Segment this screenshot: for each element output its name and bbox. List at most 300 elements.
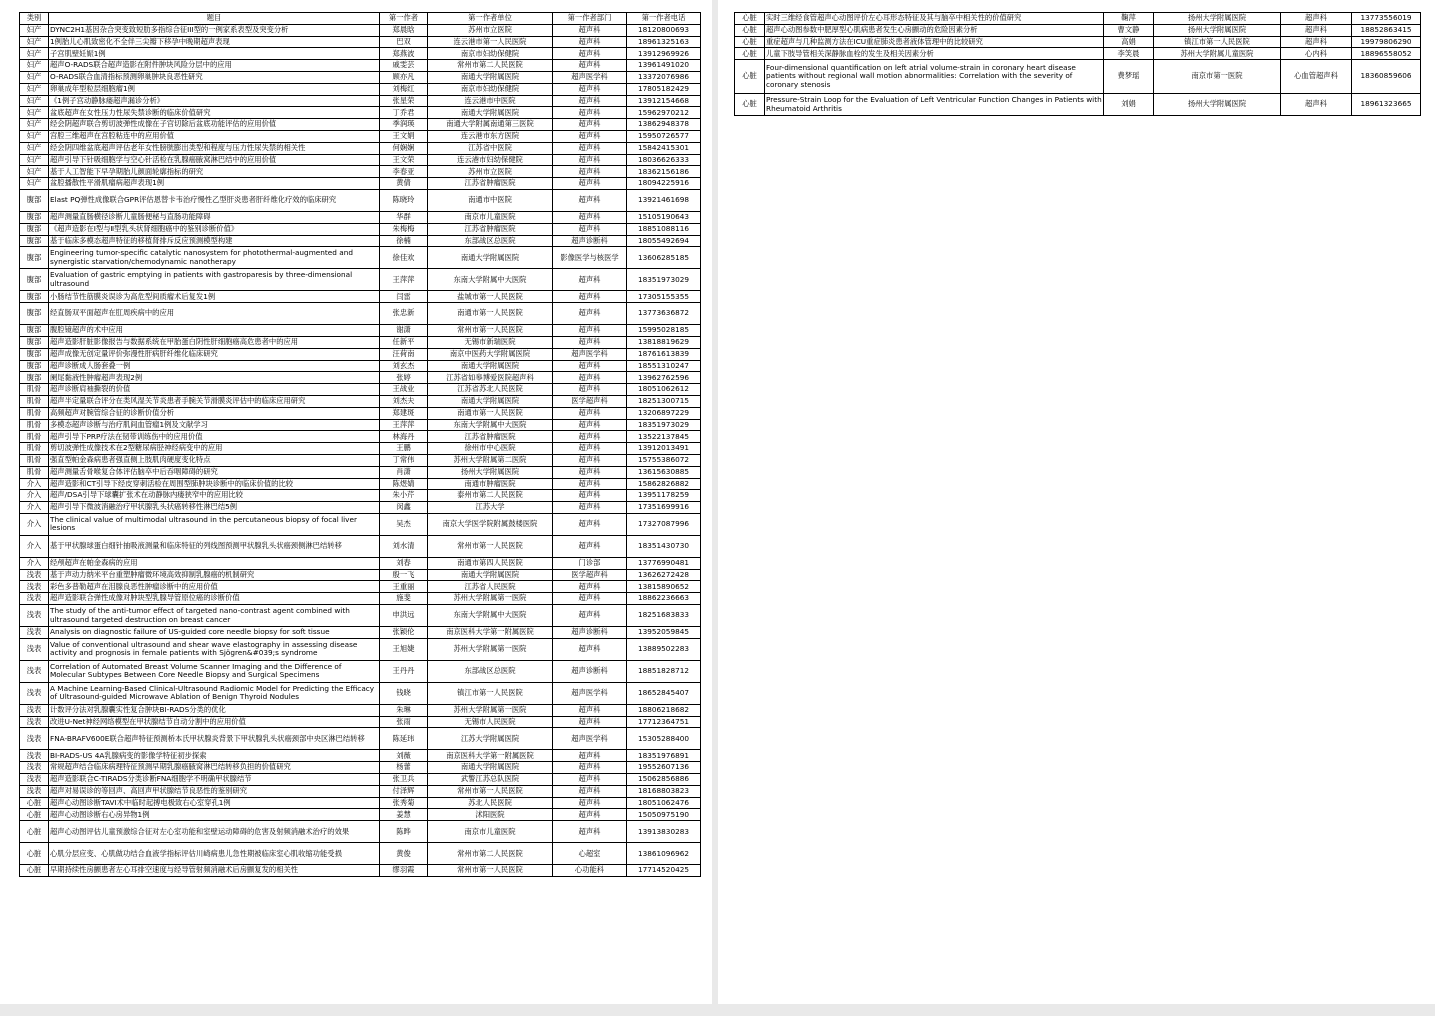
cell-phone: 13889502283 bbox=[627, 638, 701, 660]
cell-department: 超声科 bbox=[553, 95, 627, 107]
cell-author: 刘娟 bbox=[1104, 94, 1154, 116]
cell-department: 超声科 bbox=[553, 478, 627, 490]
table-row bbox=[20, 71, 701, 83]
cell-title: 《超声造影在Ⅰ型与Ⅱ型乳头状肾细胞癌中的鉴别诊断价值》 bbox=[49, 223, 380, 235]
cell-author: 曹文静 bbox=[1104, 24, 1154, 36]
table-row bbox=[20, 60, 701, 72]
cell-phone: 13626272428 bbox=[627, 569, 701, 581]
cell-department: 影像医学与核医学 bbox=[553, 247, 627, 269]
table-row bbox=[20, 569, 701, 581]
table-row bbox=[20, 384, 701, 396]
cell-phone: 13961491020 bbox=[627, 60, 701, 72]
cell-category: 腹部 bbox=[20, 336, 49, 348]
cell-title: A Machine Learning-Based Clinical-Ultrasound Radiomic Model for Predicting the Efficacy of Ultrasound-guided Microwave Ablation of Benign Thyroid Nodules bbox=[49, 682, 380, 704]
header-category: 类别 bbox=[20, 13, 49, 25]
cell-department: 心血管超声科 bbox=[1281, 60, 1352, 94]
cell-title: 心肌分层应变、心肌做功结合血液学指标评估川崎病患儿急性期被临床室心肌收缩功能受损 bbox=[49, 843, 380, 865]
cell-title: 超声对易误诊的等回声、高回声甲状腺结节良恶性的鉴别研究 bbox=[49, 785, 380, 797]
abstract-table-left bbox=[19, 12, 701, 877]
cell-title: Four-dimensional quantification on left atrial volume-strain in coronary heart disease patients without regional wall motion abnormalities: Correlation with the severity of coronary stenosis bbox=[765, 60, 1104, 94]
cell-department: 超声诊断科 bbox=[553, 235, 627, 247]
cell-institution: 苏州市立医院 bbox=[428, 24, 553, 36]
cell-author: 丁乔君 bbox=[380, 107, 428, 119]
cell-institution: 苏北人民医院 bbox=[428, 797, 553, 809]
cell-category: 肌骨 bbox=[20, 466, 49, 478]
cell-category: 心脏 bbox=[20, 821, 49, 843]
header-institution: 第一作者单位 bbox=[428, 13, 553, 25]
cell-category: 心脏 bbox=[735, 60, 765, 94]
cell-phone: 17327087996 bbox=[627, 513, 701, 535]
cell-title: 超声测量舌骨喉复合体评估脑卒中后吞咽障碍的研究 bbox=[49, 466, 380, 478]
cell-department: 超声科 bbox=[553, 419, 627, 431]
cell-category: 浅表 bbox=[20, 581, 49, 593]
cell-phone: 18852863415 bbox=[1352, 24, 1421, 36]
cell-institution: 江苏大学附属医院 bbox=[428, 728, 553, 750]
cell-phone: 18351430730 bbox=[627, 535, 701, 557]
cell-author: 王战业 bbox=[380, 384, 428, 396]
cell-institution: 南通市第一人民医院 bbox=[428, 407, 553, 419]
table-row bbox=[20, 843, 701, 865]
cell-phone: 18051062476 bbox=[627, 797, 701, 809]
table-row bbox=[20, 119, 701, 131]
cell-institution: 东南大学附属中大医院 bbox=[428, 269, 553, 291]
cell-department: 超声科 bbox=[553, 189, 627, 211]
cell-title: 重症超声与几种监测方法在ICU重症肺炎患者液体管理中的比较研究 bbox=[765, 36, 1104, 48]
table-row bbox=[20, 728, 701, 750]
cell-title: 宫腔三维超声在宫腔粘连中的应用价值 bbox=[49, 130, 380, 142]
cell-department: 超声科 bbox=[553, 223, 627, 235]
cell-institution: 南通大学附属医院 bbox=[428, 247, 553, 269]
cell-department: 超声科 bbox=[553, 716, 627, 728]
cell-phone: 19979806290 bbox=[1352, 36, 1421, 48]
cell-title: 盆底超声在女性压力性尿失禁诊断的临床价值研究 bbox=[49, 107, 380, 119]
cell-title: 卵巢成年型粒层细胞瘤1例 bbox=[49, 83, 380, 95]
table-row bbox=[20, 107, 701, 119]
cell-category: 心脏 bbox=[20, 843, 49, 865]
cell-title: 早期持续性房颤患者左心耳排空速度与经导管射频消融术后房颤复发的相关性 bbox=[49, 865, 380, 877]
cell-institution: 扬州大学附属医院 bbox=[1154, 13, 1281, 25]
table-row bbox=[20, 513, 701, 535]
cell-institution: 徐州市中心医院 bbox=[428, 443, 553, 455]
cell-department: 超声科 bbox=[553, 593, 627, 605]
cell-title: 基于声动力纳米平台重塑肿瘤微环境高效抑制乳腺癌的机制研究 bbox=[49, 569, 380, 581]
cell-title: 超声造影和CT引导下经皮穿刺活检在周围型肺肿块诊断中的临床价值的比较 bbox=[49, 478, 380, 490]
cell-author: 黄倩 bbox=[380, 178, 428, 190]
cell-title: 超声引导下微波消融治疗甲状腺乳头状癌转移性淋巴结5例 bbox=[49, 502, 380, 514]
cell-author: 黄俊 bbox=[380, 843, 428, 865]
cell-phone: 13206897229 bbox=[627, 407, 701, 419]
cell-category: 心脏 bbox=[735, 94, 765, 116]
table-row bbox=[20, 593, 701, 605]
cell-category: 妇产 bbox=[20, 119, 49, 131]
cell-department: 超声科 bbox=[553, 513, 627, 535]
cell-institution: 南京大学医学院附属鼓楼医院 bbox=[428, 513, 553, 535]
cell-author: 王文娟 bbox=[380, 130, 428, 142]
cell-department: 超声科 bbox=[553, 142, 627, 154]
cell-phone: 17805182429 bbox=[627, 83, 701, 95]
cell-institution: 南京市妇幼保健院 bbox=[428, 48, 553, 60]
cell-title: Value of conventional ultrasound and shear wave elastography in assessing disease activity and prognosis in female patients with Sjögren&#039;s syndrome bbox=[49, 638, 380, 660]
cell-institution: 泰州市第二人民医院 bbox=[428, 490, 553, 502]
cell-phone: 18896558052 bbox=[1352, 48, 1421, 60]
cell-author: 吴杰 bbox=[380, 513, 428, 535]
cell-title: O-RADS联合血清指标预测卵巢肿块良恶性研究 bbox=[49, 71, 380, 83]
cell-category: 浅表 bbox=[20, 638, 49, 660]
table-row bbox=[20, 348, 701, 360]
cell-author: 陈晓玲 bbox=[380, 189, 428, 211]
cell-author: 闵鑫 bbox=[380, 502, 428, 514]
cell-category: 腹部 bbox=[20, 291, 49, 303]
cell-category: 妇产 bbox=[20, 71, 49, 83]
page-left bbox=[0, 0, 712, 1004]
cell-category: 腹部 bbox=[20, 348, 49, 360]
table-row bbox=[20, 211, 701, 223]
table-row bbox=[735, 24, 1421, 36]
cell-title: 经颅超声在帕金森病的应用 bbox=[49, 557, 380, 569]
table-row bbox=[735, 94, 1421, 116]
table-row bbox=[20, 716, 701, 728]
table-row bbox=[20, 395, 701, 407]
cell-author: 李笑晨 bbox=[1104, 48, 1154, 60]
cell-title: 盆腔播散性平滑肌瘤病超声表现1例 bbox=[49, 178, 380, 190]
cell-author: 丁常伟 bbox=[380, 454, 428, 466]
cell-department: 超声科 bbox=[553, 269, 627, 291]
cell-phone: 13912969926 bbox=[627, 48, 701, 60]
cell-department: 超声科 bbox=[1281, 36, 1352, 48]
cell-institution: 南通大学附属医院 bbox=[428, 360, 553, 372]
cell-department: 超声科 bbox=[1281, 13, 1352, 25]
cell-institution: 常州市第二人民医院 bbox=[428, 843, 553, 865]
cell-category: 妇产 bbox=[20, 83, 49, 95]
cell-title: 超声造影联合弹性成像对肿块型乳腺导管原位癌的诊断价值 bbox=[49, 593, 380, 605]
cell-phone: 18351976891 bbox=[627, 750, 701, 762]
header-department: 第一作者部门 bbox=[553, 13, 627, 25]
cell-author: 朱琳 bbox=[380, 704, 428, 716]
cell-category: 妇产 bbox=[20, 48, 49, 60]
cell-title: Analysis on diagnostic failure of US-guided core needle biopsy for soft tissue bbox=[49, 627, 380, 639]
cell-author: 顾亦凡 bbox=[380, 71, 428, 83]
cell-author: 张忠新 bbox=[380, 303, 428, 325]
table-row bbox=[20, 490, 701, 502]
cell-phone: 13773636872 bbox=[627, 303, 701, 325]
cell-phone: 13818819629 bbox=[627, 336, 701, 348]
cell-category: 肌骨 bbox=[20, 384, 49, 396]
cell-phone: 15062856886 bbox=[627, 774, 701, 786]
cell-institution: 无锡市人民医院 bbox=[428, 716, 553, 728]
cell-title: 超声心动图评估儿童预激综合征对左心室功能和室壁运动障碍的危害及射频消融术治疗的效果 bbox=[49, 821, 380, 843]
cell-institution: 连云港市妇幼保健院 bbox=[428, 154, 553, 166]
cell-department: 超声科 bbox=[553, 119, 627, 131]
cell-author: 朱梅梅 bbox=[380, 223, 428, 235]
cell-phone: 17305155355 bbox=[627, 291, 701, 303]
table-row bbox=[20, 291, 701, 303]
cell-department: 超声科 bbox=[553, 638, 627, 660]
cell-institution: 南通市肿瘤医院 bbox=[428, 478, 553, 490]
cell-author: 朱小芹 bbox=[380, 490, 428, 502]
cell-author: 季润瑛 bbox=[380, 119, 428, 131]
cell-category: 介入 bbox=[20, 513, 49, 535]
cell-title: 超声/DSA引导下球囊扩张术在动静脉内瘘狭窄中的应用比较 bbox=[49, 490, 380, 502]
cell-department: 超声科 bbox=[553, 36, 627, 48]
cell-department: 超声科 bbox=[553, 325, 627, 337]
cell-department: 超声科 bbox=[553, 785, 627, 797]
cell-title: 基于人工智能下早孕期胎儿颜面轮廓指标的研究 bbox=[49, 166, 380, 178]
cell-department: 超声科 bbox=[553, 336, 627, 348]
cell-department: 超声科 bbox=[553, 303, 627, 325]
cell-author: 张雨 bbox=[380, 716, 428, 728]
table-row bbox=[20, 247, 701, 269]
cell-institution: 东部战区总医院 bbox=[428, 235, 553, 247]
cell-department: 超声科 bbox=[553, 291, 627, 303]
cell-category: 妇产 bbox=[20, 36, 49, 48]
cell-author: 何娴娴 bbox=[380, 142, 428, 154]
cell-department: 超声科 bbox=[553, 797, 627, 809]
cell-department: 超声科 bbox=[553, 605, 627, 627]
cell-institution: 常州市第一人民医院 bbox=[428, 325, 553, 337]
table-row bbox=[20, 581, 701, 593]
cell-institution: 南京中医药大学附属医院 bbox=[428, 348, 553, 360]
cell-author: 巴双 bbox=[380, 36, 428, 48]
cell-institution: 南京医科大学第一附属医院 bbox=[428, 627, 553, 639]
table-row bbox=[20, 466, 701, 478]
cell-phone: 15995028185 bbox=[627, 325, 701, 337]
cell-author: 张星荣 bbox=[380, 95, 428, 107]
table-row bbox=[20, 627, 701, 639]
cell-author: 刘薇 bbox=[380, 750, 428, 762]
cell-institution: 盐城市第一人民医院 bbox=[428, 291, 553, 303]
cell-author: 张婷 bbox=[380, 372, 428, 384]
cell-department: 超声诊断科 bbox=[553, 660, 627, 682]
cell-author: 谢潇 bbox=[380, 325, 428, 337]
table-row bbox=[20, 535, 701, 557]
cell-department: 超声科 bbox=[1281, 24, 1352, 36]
cell-institution: 扬州大学附属医院 bbox=[428, 466, 553, 478]
cell-title: DYNC2H1基因杂合突变致短肋多指综合征III型的一例家系表型及突变分析 bbox=[49, 24, 380, 36]
table-row bbox=[735, 60, 1421, 94]
cell-category: 浅表 bbox=[20, 774, 49, 786]
cell-phone: 18362156186 bbox=[627, 166, 701, 178]
cell-phone: 18360859606 bbox=[1352, 60, 1421, 94]
cell-department: 心功能科 bbox=[553, 865, 627, 877]
cell-author: 郑建斑 bbox=[380, 407, 428, 419]
cell-phone: 18961323665 bbox=[1352, 94, 1421, 116]
cell-institution: 常州市第二人民医院 bbox=[428, 60, 553, 72]
cell-category: 浅表 bbox=[20, 716, 49, 728]
cell-department: 超声科 bbox=[553, 750, 627, 762]
cell-phone: 17351699916 bbox=[627, 502, 701, 514]
cell-department: 超声科 bbox=[553, 762, 627, 774]
cell-institution: 武警江苏总队医院 bbox=[428, 774, 553, 786]
table-row bbox=[20, 419, 701, 431]
cell-author: 刘梅红 bbox=[380, 83, 428, 95]
cell-author: 闫雷 bbox=[380, 291, 428, 303]
table-row bbox=[20, 130, 701, 142]
cell-author: 高娟 bbox=[1104, 36, 1154, 48]
cell-title: Elast PQ弹性成像联合GPR评估恩替卡韦治疗慢性乙型肝炎患者肝纤维化疗效的临床研究 bbox=[49, 189, 380, 211]
cell-title: 超声引导下PRP疗法在韧带训练伤中的应用价值 bbox=[49, 431, 380, 443]
cell-phone: 13912154668 bbox=[627, 95, 701, 107]
cell-title: 多模态超声诊断与治疗肌间血管瘤1例及文献学习 bbox=[49, 419, 380, 431]
table-row bbox=[20, 443, 701, 455]
cell-department: 超声科 bbox=[553, 384, 627, 396]
cell-category: 腹部 bbox=[20, 269, 49, 291]
cell-department: 超声科 bbox=[553, 60, 627, 72]
cell-category: 心脏 bbox=[20, 809, 49, 821]
cell-category: 腹部 bbox=[20, 325, 49, 337]
cell-category: 心脏 bbox=[735, 36, 765, 48]
cell-title: 彩色多普勒超声在泪腺良恶性肿瘤诊断中的应用价值 bbox=[49, 581, 380, 593]
cell-department: 超声科 bbox=[553, 130, 627, 142]
cell-institution: 江苏省如皋博爱医院超声科 bbox=[428, 372, 553, 384]
cell-phone: 13522137845 bbox=[627, 431, 701, 443]
table-row bbox=[20, 557, 701, 569]
cell-institution: 南京市妇幼保健院 bbox=[428, 83, 553, 95]
cell-department: 超声科 bbox=[553, 443, 627, 455]
cell-phone: 18862236663 bbox=[627, 593, 701, 605]
cell-institution: 东南大学附属中大医院 bbox=[428, 605, 553, 627]
cell-phone: 18761613839 bbox=[627, 348, 701, 360]
cell-phone: 13912013491 bbox=[627, 443, 701, 455]
cell-author: 肖潇 bbox=[380, 466, 428, 478]
table-row bbox=[20, 48, 701, 60]
table-row bbox=[20, 454, 701, 466]
cell-title: 超声造影联合C-TIRADS分类诊断FNA细胞学不明确甲状腺结节 bbox=[49, 774, 380, 786]
cell-author: 申洪远 bbox=[380, 605, 428, 627]
cell-author: 徐佳欢 bbox=[380, 247, 428, 269]
header-author: 第一作者 bbox=[380, 13, 428, 25]
cell-institution: 江苏省肿瘤医院 bbox=[428, 223, 553, 235]
cell-category: 妇产 bbox=[20, 107, 49, 119]
cell-title: 计数评分法对乳腺囊实性复合肿块BI-RADS分类的优化 bbox=[49, 704, 380, 716]
cell-author: 王鹏 bbox=[380, 443, 428, 455]
cell-department: 超声科 bbox=[553, 490, 627, 502]
table-row bbox=[20, 785, 701, 797]
cell-phone: 13862948378 bbox=[627, 119, 701, 131]
cell-title: 《1例子宫动静脉瘘超声漏诊分析》 bbox=[49, 95, 380, 107]
cell-phone: 13952059845 bbox=[627, 627, 701, 639]
cell-category: 肌骨 bbox=[20, 407, 49, 419]
cell-author: 郑晨晗 bbox=[380, 24, 428, 36]
cell-title: BI-RADS-US 4A乳腺病变的影像学特征初步探索 bbox=[49, 750, 380, 762]
cell-title: Pressure-Strain Loop for the Evaluation of Left Ventricular Function Changes in Patients with Rheumatoid Arthritis bbox=[765, 94, 1104, 116]
cell-institution: 镇江市第一人民医院 bbox=[1154, 36, 1281, 48]
cell-title: 改进U-Net神经网络模型在甲状腺结节自动分割中的应用价值 bbox=[49, 716, 380, 728]
cell-author: 王萍萍 bbox=[380, 419, 428, 431]
cell-phone: 13913830283 bbox=[627, 821, 701, 843]
cell-phone: 15755386072 bbox=[627, 454, 701, 466]
cell-title: Correlation of Automated Breast Volume Scanner Imaging and the Difference of Molecular Subtypes Between Core Needle Biopsy and Surgical Specimens bbox=[49, 660, 380, 682]
cell-title: 超声心动图诊断右心房异物1例 bbox=[49, 809, 380, 821]
table-row bbox=[20, 154, 701, 166]
cell-category: 肌骨 bbox=[20, 454, 49, 466]
cell-institution: 南通大学附属南通第三医院 bbox=[428, 119, 553, 131]
cell-category: 腹部 bbox=[20, 235, 49, 247]
cell-phone: 15050975190 bbox=[627, 809, 701, 821]
cell-phone: 18055492694 bbox=[627, 235, 701, 247]
cell-institution: 扬州大学附属医院 bbox=[1154, 94, 1281, 116]
table-row bbox=[20, 638, 701, 660]
cell-department: 超声医学科 bbox=[553, 682, 627, 704]
cell-title: 1例胎儿心肌致密化不全伴三尖瓣下移孕中晚期超声表现 bbox=[49, 36, 380, 48]
cell-title: 经直肠双平面超声在肛周疾病中的应用 bbox=[49, 303, 380, 325]
cell-category: 肌骨 bbox=[20, 443, 49, 455]
table-row bbox=[20, 166, 701, 178]
cell-institution: 南京市儿童医院 bbox=[428, 211, 553, 223]
cell-category: 妇产 bbox=[20, 130, 49, 142]
cell-department: 超声科 bbox=[553, 24, 627, 36]
cell-category: 腹部 bbox=[20, 223, 49, 235]
cell-author: 王重丽 bbox=[380, 581, 428, 593]
table-row bbox=[20, 660, 701, 682]
cell-title: 子宫肌壁妊娠1例 bbox=[49, 48, 380, 60]
cell-category: 介入 bbox=[20, 490, 49, 502]
cell-phone: 13861096962 bbox=[627, 843, 701, 865]
cell-title: 超声造影肝脏影像报告与数据系统在甲胎蛋白阴性肝细胞癌高危患者中的应用 bbox=[49, 336, 380, 348]
cell-author: 郑燕波 bbox=[380, 48, 428, 60]
cell-category: 妇产 bbox=[20, 24, 49, 36]
cell-institution: 江苏大学 bbox=[428, 502, 553, 514]
cell-author: 王萍萍 bbox=[380, 269, 428, 291]
cell-author: 刘水清 bbox=[380, 535, 428, 557]
header-row bbox=[20, 13, 701, 25]
table-row bbox=[735, 48, 1421, 60]
cell-author: 任新平 bbox=[380, 336, 428, 348]
cell-category: 浅表 bbox=[20, 660, 49, 682]
cell-title: 常规超声结合临床病理特征预测早期乳腺癌腋窝淋巴结转移负担的价值研究 bbox=[49, 762, 380, 774]
cell-department: 超声科 bbox=[553, 502, 627, 514]
cell-author: 殷一飞 bbox=[380, 569, 428, 581]
cell-title: 小肠结节性筋膜炎误诊为高危型间质瘤术后复发1例 bbox=[49, 291, 380, 303]
cell-category: 浅表 bbox=[20, 785, 49, 797]
cell-department: 超声科 bbox=[1281, 94, 1352, 116]
cell-department: 门诊部 bbox=[553, 557, 627, 569]
cell-category: 心脏 bbox=[20, 865, 49, 877]
table-row bbox=[20, 372, 701, 384]
cell-author: 徐楠 bbox=[380, 235, 428, 247]
cell-phone: 17712364751 bbox=[627, 716, 701, 728]
cell-institution: 南通大学附属医院 bbox=[428, 762, 553, 774]
cell-department: 超声科 bbox=[553, 821, 627, 843]
cell-institution: 东部战区总医院 bbox=[428, 660, 553, 682]
cell-author: 施斐 bbox=[380, 593, 428, 605]
cell-category: 肌骨 bbox=[20, 419, 49, 431]
table-row bbox=[20, 178, 701, 190]
cell-author: 张颖伦 bbox=[380, 627, 428, 639]
cell-institution: 南通大学附属医院 bbox=[428, 395, 553, 407]
cell-author: 张卫兵 bbox=[380, 774, 428, 786]
table-row bbox=[20, 83, 701, 95]
cell-phone: 18351973029 bbox=[627, 419, 701, 431]
cell-institution: 连云港市东方医院 bbox=[428, 130, 553, 142]
cell-category: 心脏 bbox=[735, 13, 765, 25]
cell-title: 儿童下肢导管相关深静脉血栓的发生及相关因素分析 bbox=[765, 48, 1104, 60]
cell-category: 妇产 bbox=[20, 166, 49, 178]
cell-category: 浅表 bbox=[20, 593, 49, 605]
cell-category: 介入 bbox=[20, 535, 49, 557]
cell-title: 超声诊断肩袖撕裂的价值 bbox=[49, 384, 380, 396]
cell-phone: 15950726577 bbox=[627, 130, 701, 142]
cell-title: 基于临床多模态超声特征的移植肾排斥反应预测模型构建 bbox=[49, 235, 380, 247]
cell-institution: 江苏省肿瘤医院 bbox=[428, 178, 553, 190]
cell-category: 浅表 bbox=[20, 569, 49, 581]
cell-institution: 南通大学附属医院 bbox=[428, 569, 553, 581]
cell-author: 陈延玮 bbox=[380, 728, 428, 750]
cell-institution: 连云港市第一人民医院 bbox=[428, 36, 553, 48]
cell-author: 王丹丹 bbox=[380, 660, 428, 682]
cell-title: 强直型帕金森病患者强直侧上肢肌肉硬度变化特点 bbox=[49, 454, 380, 466]
table-row bbox=[735, 13, 1421, 25]
cell-title: Engineering tumor-specific catalytic nanosystem for photothermal-augmented and synergistic starvation/chemodynamic nanotherapy bbox=[49, 247, 380, 269]
